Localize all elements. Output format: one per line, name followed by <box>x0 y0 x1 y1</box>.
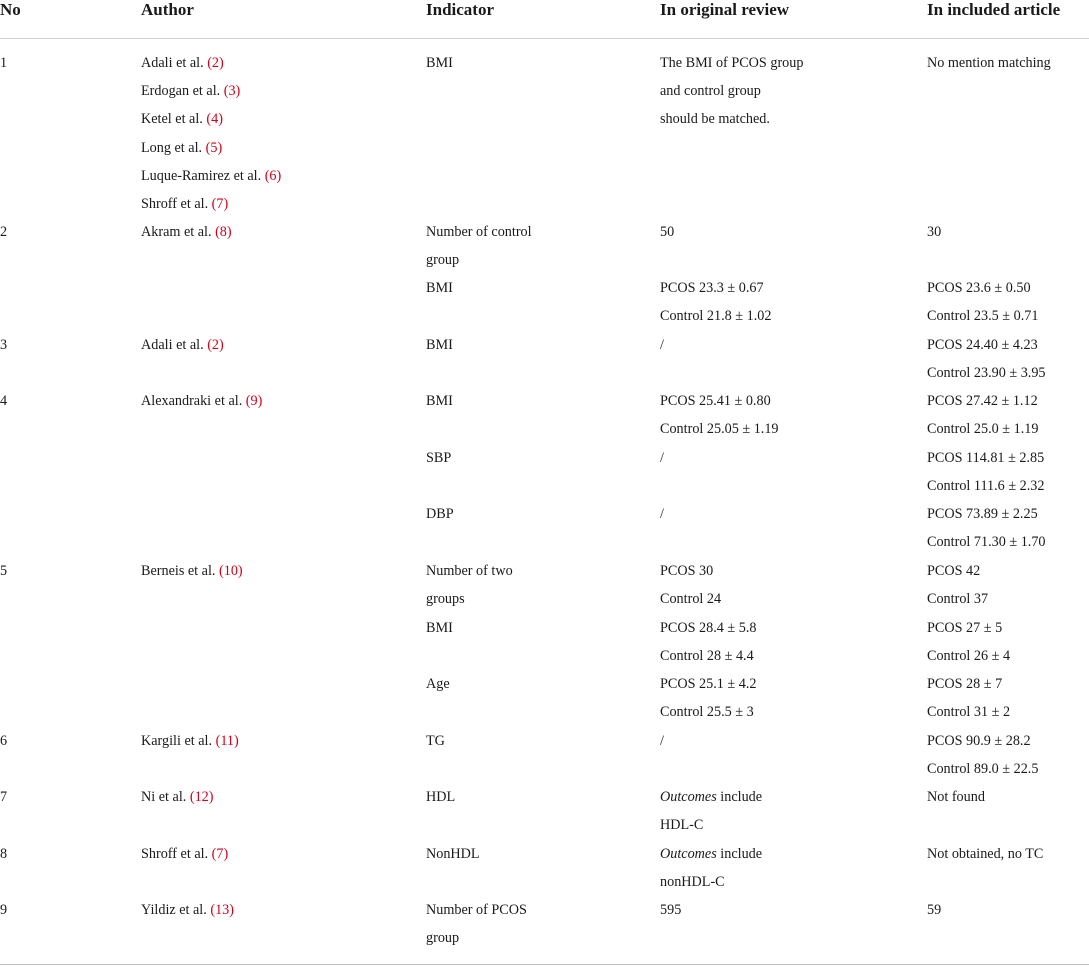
row-7-author: Ni et al. (12) <box>141 789 214 805</box>
author-line: Adali et al. (2) <box>141 55 224 71</box>
table-header <box>0 0 1089 38</box>
row-3-no: 3 <box>0 337 8 353</box>
row-3-author: Adali et al. (2) <box>141 337 224 353</box>
row-4-original-2: / <box>660 450 664 466</box>
author-line: Long et al. (5) <box>141 139 223 156</box>
row-5-original-3: PCOS 25.1 ± 4.2 Control 25.5 ± 3 <box>660 676 757 721</box>
header-author: Author <box>141 0 194 19</box>
row-6-included: PCOS 90.9 ± 28.2 Control 89.0 ± 22.5 <box>927 733 1039 778</box>
row-6-original: / <box>660 733 664 749</box>
row-9-no: 9 <box>0 902 8 918</box>
table-bottom-divider <box>0 964 1089 965</box>
row-8-indicator: NonHDL <box>426 846 480 862</box>
citation-link[interactable]: (11) <box>215 733 239 749</box>
citation-link[interactable]: (4) <box>206 111 223 128</box>
row-2-author: Akram et al. (8) <box>141 224 232 240</box>
row-8-original: Outcomes include nonHDL-C <box>660 846 763 891</box>
row-9-original: 595 <box>660 902 682 918</box>
row-2-included-1: 30 <box>927 224 942 240</box>
row-3-original: / <box>660 337 664 353</box>
row-7-no: 7 <box>0 789 8 805</box>
row-5-no: 5 <box>0 563 8 579</box>
citation-link[interactable]: (9) <box>245 393 263 409</box>
citation-link[interactable]: (7) <box>211 196 229 213</box>
row-4-indicator-2: SBP <box>426 450 452 466</box>
row-6-indicator: TG <box>426 733 445 749</box>
row-1-no: 1 <box>0 55 8 71</box>
author-line: Erdogan et al. (3) <box>141 83 241 100</box>
row-5-included-3: PCOS 28 ± 7 Control 31 ± 2 <box>927 676 1011 721</box>
row-1-included: No mention matching <box>927 55 1051 71</box>
row-1-indicator: BMI <box>426 55 453 71</box>
header-indicator: Indicator <box>426 0 494 19</box>
citation-link[interactable]: (2) <box>207 337 224 353</box>
row-1-authors <box>141 49 281 218</box>
row-7-original: Outcomes include HDL-C <box>660 789 763 834</box>
row-9-author: Yildiz et al. (13) <box>141 902 234 918</box>
citation-link[interactable]: (3) <box>223 83 241 100</box>
row-8-no: 8 <box>0 846 8 862</box>
author-line: Ketel et al. (4) <box>141 111 223 128</box>
row-4-indicator-3: DBP <box>426 506 454 522</box>
row-5-indicator-3: Age <box>426 676 450 692</box>
row-9-indicator: Number of PCOS group <box>426 902 527 947</box>
citation-link[interactable]: (5) <box>205 139 223 156</box>
row-9-included: 59 <box>927 902 942 918</box>
citation-link[interactable]: (8) <box>215 224 232 240</box>
citation-link[interactable]: (12) <box>189 789 214 805</box>
row-5-original-2: PCOS 28.4 ± 5.8 Control 28 ± 4.4 <box>660 620 757 665</box>
row-2-indicator-2: BMI <box>426 280 453 296</box>
row-5-included-1: PCOS 42 Control 37 <box>927 563 989 608</box>
citation-link[interactable]: (13) <box>210 902 234 918</box>
header-no: No <box>0 0 21 19</box>
author-line: Luque-Ramirez et al. (6) <box>141 167 282 184</box>
row-7-included: Not found <box>927 789 985 805</box>
row-2-included-2: PCOS 23.6 ± 0.50 Control 23.5 ± 0.71 <box>927 280 1039 325</box>
row-3-indicator: BMI <box>426 337 453 353</box>
row-2-indicator-1: Number of control group <box>426 224 532 269</box>
row-6-author: Kargili et al. (11) <box>141 733 239 749</box>
row-4-included-1: PCOS 27.42 ± 1.12 Control 25.0 ± 1.19 <box>927 393 1039 438</box>
citation-link[interactable]: (7) <box>211 846 229 862</box>
citation-link[interactable]: (10) <box>219 563 243 579</box>
header-divider <box>0 38 1089 39</box>
row-4-original-1: PCOS 25.41 ± 0.80 Control 25.05 ± 1.19 <box>660 393 779 438</box>
row-4-author: Alexandraki et al. (9) <box>141 393 263 409</box>
row-4-no: 4 <box>0 393 8 409</box>
row-2-original-1: 50 <box>660 224 675 240</box>
row-4-indicator-1: BMI <box>426 393 453 409</box>
row-8-author: Shroff et al. (7) <box>141 846 229 862</box>
row-4-included-3: PCOS 73.89 ± 2.25 Control 71.30 ± 1.70 <box>927 506 1046 551</box>
citation-link[interactable]: (2) <box>207 55 224 71</box>
header-original: In original review <box>660 0 790 19</box>
row-1-original: The BMI of PCOS group and control group should be matched. <box>660 55 804 128</box>
author-line: Shroff et al. (7) <box>141 196 229 213</box>
row-8-included: Not obtained, no TC <box>927 846 1044 862</box>
row-6-no: 6 <box>0 733 8 749</box>
header-included: In included article <box>927 0 1061 19</box>
row-5-indicator-1: Number of two groups <box>426 563 513 608</box>
row-2-original-2: PCOS 23.3 ± 0.67 Control 21.8 ± 1.02 <box>660 280 772 325</box>
citation-link[interactable]: (6) <box>264 167 282 184</box>
row-5-indicator-2: BMI <box>426 620 453 636</box>
row-4-original-3: / <box>660 506 664 522</box>
row-3-included: PCOS 24.40 ± 4.23 Control 23.90 ± 3.95 <box>927 337 1046 382</box>
row-5-included-2: PCOS 27 ± 5 Control 26 ± 4 <box>927 620 1011 665</box>
row-5-author: Berneis et al. (10) <box>141 563 243 579</box>
row-2-no: 2 <box>0 224 8 240</box>
row-4-included-2: PCOS 114.81 ± 2.85 Control 111.6 ± 2.32 <box>927 450 1045 495</box>
row-5-original-1: PCOS 30 Control 24 <box>660 563 722 608</box>
row-7-indicator: HDL <box>426 789 456 805</box>
